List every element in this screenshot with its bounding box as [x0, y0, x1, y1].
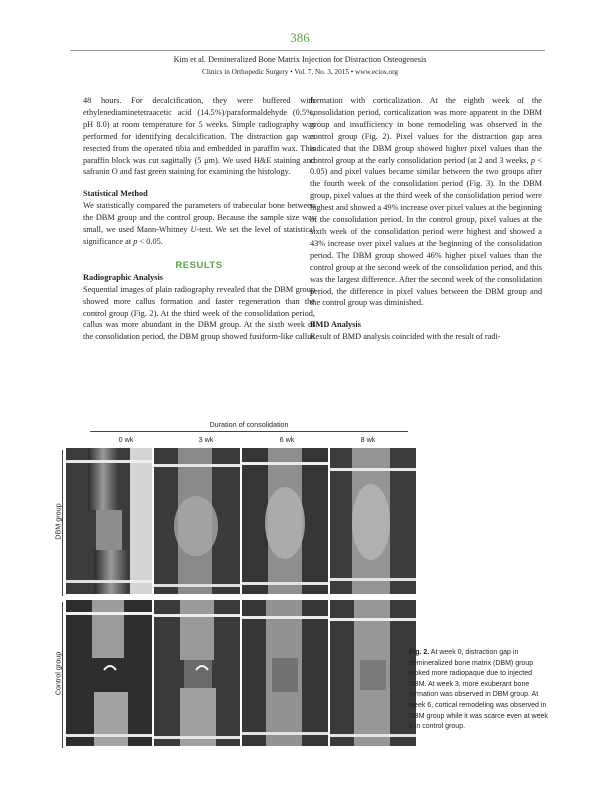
journal-line: Clinics in Orthopedic Surgery • Vol. 7, No. 3, 2015 • www.ecios.org	[202, 68, 398, 76]
figure-2	[50, 420, 410, 775]
left-column	[83, 95, 315, 343]
row-label-dbm: DBM group	[53, 503, 63, 540]
week-label: 8 wk	[360, 435, 376, 444]
running-header	[0, 54, 600, 78]
paragraph: 48 hours. For decalcification, they were buffered with ethylenediaminetetraacetic acid (14.5%)/paraformaldehyde (0.5%, pH 8.0) at room temperature for 5 weeks. Simple radiography was performed for identifying decalcification. The distraction gap was resected from the operated tibia and embedded in paraffin wax. This paraffin block was cut sagittally (5 μm). We used H&E staining and safranin O and fast green staining for examining the histology.	[83, 96, 315, 177]
paragraph: formation with corticalization. At the eighth week of the consolidation period, corticalization was more apparent in the DBM group and insufficiency in bone remodeling was observed in the control group (Fig. 2). Pixel values for the distraction gap area indicated that the DBM group showed higher pixel values than the control group at the early consolidation period (at 2 and 3 weeks, p < 0.05) and pixel values became similar between the two groups after the fourth week of the consolidation period (Fig. 3). In the DBM group, pixel values at the third week of the consolidation period were highest and showed a 49% increase over pixel values at the beginning of the consolidation period. In the control group, pixel values at the sixth week of the consolidation period were highest and showed a 43% increase over pixel values at the beginning of the consolidation period. The DBM group showed 46% higher pixel values than the control group at the second week of the consolidation period, and this was the largest difference. After the second week of the consolidation period, the difference in pixel values between the DBM group and the control group was diminished.	[310, 96, 543, 308]
section-heading-radiographic-analysis: Radiographic Analysis	[83, 272, 163, 282]
radiograph-control-8wk	[330, 600, 416, 746]
row-label-control: Control group	[53, 651, 63, 696]
paragraph: Sequential images of plain radiography revealed that the DBM group showed more callus formation and faster regeneration than the control group (Fig. 2). At the third week of the consolidation period, callus was more abundant in the DBM group. At the sixth week of the consolidation period, the DBM group showed fusiform-like callus	[83, 284, 315, 342]
running-title: Kim et al. Demineralized Bone Matrix Injection for Distraction Osteogenesis	[173, 55, 427, 64]
week-label: 0 wk	[118, 435, 134, 444]
radiograph-control-3wk	[154, 600, 240, 746]
duration-line	[90, 431, 408, 432]
duration-label: Duration of consolidation	[209, 420, 289, 429]
page-number: 386	[290, 30, 310, 45]
radiograph-dbm-8wk	[330, 448, 416, 594]
radiograph-dbm-6wk	[242, 448, 328, 594]
radiograph-dbm-0wk	[66, 448, 152, 594]
week-label: 6 wk	[279, 435, 295, 444]
paragraph: We statistically compared the parameters of trabecular bone between the DBM group and the control group. Because the sample size was small, we used Mann-Whitney U-test. We set the level of statistical significance at p < 0.05.	[83, 201, 316, 246]
radiograph-dbm-3wk	[154, 448, 240, 594]
section-heading-results: RESULTS	[175, 259, 223, 271]
radiograph-control-0wk	[66, 600, 152, 746]
radiograph-control-6wk	[242, 600, 328, 746]
right-column	[310, 95, 542, 343]
section-heading-bmd-analysis: BMD Analysis	[310, 320, 361, 330]
paragraph: Result of BMD analysis coincided with the result of radi-	[310, 332, 501, 342]
figure-caption: Fig. 2. At week 0, distraction gap in demineralized bone matrix (DBM) group looked more radiopaque due to injected DBM. At week 3, more exuberant bone formation was observed in DBM group. At week 6, cortical remodeling was observed in DBM group while it was scarce even at week 8 in control group.	[409, 649, 548, 731]
section-heading-statistical-method: Statistical Method	[83, 189, 148, 199]
week-label: 3 wk	[198, 435, 214, 444]
header-rule	[70, 50, 545, 51]
